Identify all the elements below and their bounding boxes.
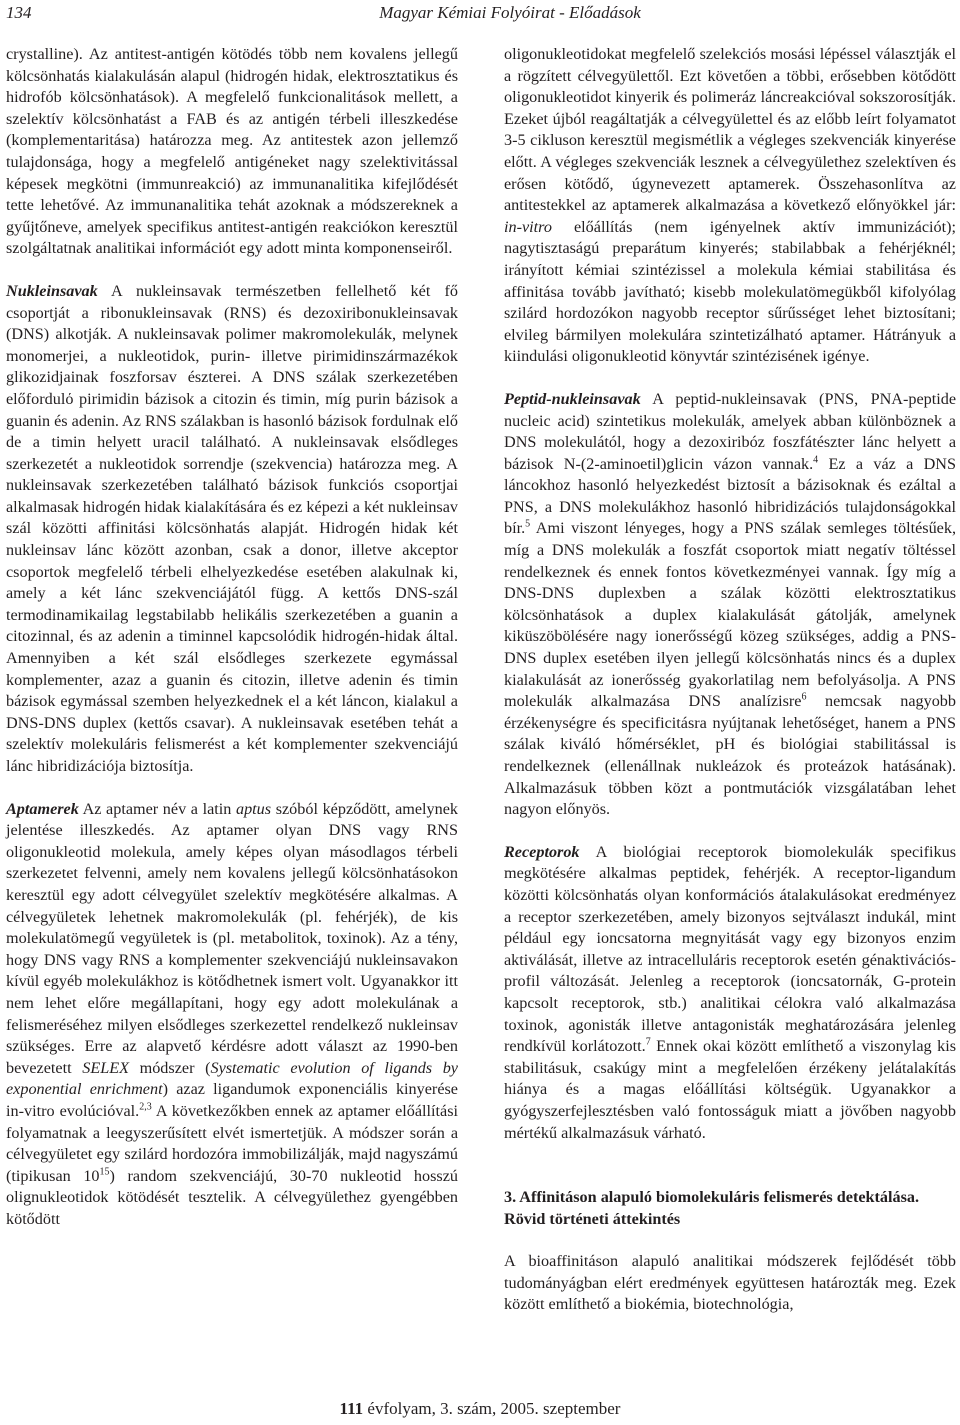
paragraph-bioaffinitas (504, 1251, 956, 1316)
term-aptamerek: Aptamerek (6, 799, 79, 818)
italic-selex: SELEX (82, 1058, 129, 1077)
paragraph-text: módszer ( (129, 1058, 211, 1077)
italic-in-vitro: in-vitro (504, 217, 552, 236)
paragraph-text: szóból képződött, amelynek jelentése illeszkedés. Az aptamer olyan DNS vagy RNS oligonukleotid molekula, amely képes olyan másodlagos térbeli szerkezetet felvenni, amely nem kovalens jellegű kölcsönhatásokon keresztül egy adott célvegyület szelektív megkötésére alkalmas. A célvegyületek lehetnek makromolekulák (pl. fehérjék), de kis molekulatömegű vegyületek is (pl. metabolitok, toxinok). Az a tény, hogy DNS vagy RNS a komplementer szekvenciájú nukleinsavakon kívül egyéb molekulákhoz is kötődhetnek ismert volt. Ugyanakkor itt nem lehet előre megállapítani, hogy egy adott molekulának a felismeréséhez milyen elsődleges szerkezettel rendelkező nukleinsav szükséges. Erre az alapvető kérdésre adott választ az 1990-ben bevezetett (6, 799, 458, 1077)
journal-title: Magyar Kémiai Folyóirat - Előadások (379, 3, 641, 22)
reference-superscript: 2,3 (139, 1101, 152, 1113)
section-heading: 3. Affinitáson alapuló biomolekuláris felismerés detektálása. Rövid történeti áttekintés (504, 1188, 920, 1228)
paragraph-text: Ez a váz a DNS láncokhoz hasonló helyezkedést biztosít a bázisoknak és ezáltal a PNS, a DNS molekulákhoz hasonló hibridizációs tulajdonságokkal bír. (504, 454, 956, 538)
term-receptorok: Receptorok (504, 842, 580, 861)
term-peptid-nukleinsavak: Peptid-nukleinsavak (504, 389, 641, 408)
paragraph-aptamer-continued (504, 44, 956, 368)
left-column (6, 44, 458, 1230)
paragraph-text: A nukleinsavak természetben fellelhető két fő csoportját a ribonukleinsavak (RNS) és dezoxiribonukleinsavak (DNS) alkotják. A nukleinsavak polimer makromolekulák, melynek monomerjei, a nukleotidok, purin- illetve pirimidinszármazékok glikozidjainak foszforsav észterei. A DNS szálak szerkezetében előfordulό pirimidin bázisok a citozin és timin, míg purin bázisok a guanin és adenin. Az RNS szálakban is hasonló bázisok fordulnak elő de a timin helyett uracil található. A nukleinsavak elsődleges szerkezetét a nukleotidok sorrendje (szekvencia) határozza meg. A nukleinsavak szerkezetében található bázisok funkciós csoportjai alkalmasak hidrogén hidak kialakítására és ez képezi a két nukleinsav szál közötti affinitási kölcsönhatás alapját. Hidrogén hidak két nukleinsav lánc között azonban, csak a donor, illetve akceptor csoportok megfelelő térbeli elhelyezkedése esetében alakulnak ki, amely a két lánc szekvenciájától függ. A kettős DNS-szál termodinamikailag legstabilabb helikális szerkezetében a guanin a citozinnal, és az adenin a timinnel kapcsolódik hidrogén-hidak által. Amennyiben a két szál elsődleges szerkezete egymással komplementer, azaz a guanin és citozin, illetve adenin és timin bázisok egymással szemben helyezkednek el a két láncon, kialakul a DNS-DNS duplex (kettős csavar). A nukleinsavak esetében tehát a szelektív molekuláris felismerést a két komplementer szekvenciájú lánc hibridizációja biztosítja. (6, 281, 458, 775)
page-header (0, 0, 960, 30)
right-column (504, 44, 956, 1316)
paragraph-text: A biológiai receptorok biomolekulák specifikus megkötésére alkalmas peptidek, fehérjék. A receptor-ligandum közötti kölcsönhatás olyan konformációs átalakulásokat eredményez a receptor szerkezetében, amely bizonyos sejtválaszt indukál, mint például egy ioncsatorna megnyitását vagy egy bizonyos enzim aktiválását, illetve az intracelluláris receptorok esetén génaktivációs-profil változását. Jelenleg a receptorok (ioncsatornák, G-protein kapcsolt receptorok, stb.) analitikai célokra való alkalmazása toxinok, agonisták illetve antagonisták meghatározására jelenleg rendkívül korlátozott. (504, 842, 956, 1056)
paragraph-text: A bioaffinitáson alapuló analitikai módszerek fejlődését több tudományágban elért eredmények együttesen határozták meg. Ezek között említhető a biokémia, biotechnológia, (504, 1252, 956, 1314)
issue-info: évfolyam, 3. szám, 2005. szeptember (363, 1399, 621, 1418)
paragraph-text: A peptid-nukleinsavak (PNS, PNA-peptide nucleic acid) szintetikus molekulák, amelyek abban különböznek a DNS molekulától, hogy a dezoxiribóz foszfátészter lánc helyett a bázisok N-(2-aminoetil)glicin vázon vannak. (504, 389, 956, 473)
page-footer (0, 1399, 960, 1419)
reference-superscript: 6 (801, 691, 807, 703)
paragraph-text: Ennek okai között említhető a viszonylag kis stabilitásuk, csakúgy mint a megfelelően érzékeny jelátalakítás hiánya és a magas előállítási költségük. Ugyanakkor a gyógyszerfejlesztésben való fontosságuk miatt a jövőben nagyobb mértékű alkalmazásuk várható. (504, 1037, 956, 1142)
paragraph-text: crystalline). Az antitest-antigén kötödés több nem kovalens jellegű kölcsönhatás kialakulásán alapul (hidrogén hidak, elektrosztatikus és hidrofób kölcsönhatások). A megfelelő funkcionalitások mellett, a szelektív kölcsönhatást a FAB és az antigén térbeli illeszkedése (komplementaritása) határozza meg. Az antitestek azon jellemző tulajdonsága, hogy a megfelelő antigéneket nagy szelektivitással képesek megkötni (immunreakció) az immunanalitika kifejlődését tette lehetővé. Az immunanalitika tehát azoknak a módszereknek a gyűjtőneve, amelyek specifikus antitest-antigén reakciókon keresztül szolgáltatnak analitikai információt egy adott minta komponenseiről. (6, 45, 458, 258)
paragraph-nukleinsavak (6, 281, 458, 778)
paragraph-immunanalitika (6, 44, 458, 260)
paragraph-text: nemcsak nagyobb érzékenységre és specificitásra nyújtanak lehetőséget, hanem a PNS szálak kiváló hőmérséklet, pH és biológiai stabilitással is rendelkeznek (ellenállnak nukleázok és proteázok hatásának). Alkalmazásuk többen közt a pontmutációk vizsgálatában lehet nagyon előnyös. (504, 692, 956, 819)
paragraph-text: Ami viszont lényeges, hogy a PNS szálak semleges töltésűek, míg a DNS molekulák a foszfát csoportok miatt negatív töltéssel rendelkeznek és ennek fontos következményei vannak. Így míg a DNS-DNS duplexben a szálak közötti elektrosztatikus kölcsönhatások a duplex kialakulását gátolják, amelynek kiküszöbölésére nagy ionerősségű közeg szükséges, addig a PNS-DNS duplex esetében ilyen jellegű kölcsönhatás nincs és a duplex kialakulását az ionerősség gyakorlatilag nem befolyásolja. A PNS molekulák alkalmazása DNS analízisre (504, 519, 956, 711)
paragraph-receptorok (504, 842, 956, 1144)
paragraph-text: ) random szekvenciájú, 30-70 nukleotid hosszú olignukleotidok kötödését tesztelik. A célvegyülethez gyengébben kötődött (6, 1166, 458, 1228)
italic-aptus: aptus (235, 799, 272, 818)
paragraph-peptid-nukleinsavak (504, 389, 956, 821)
paragraph-text: oligonukleotidokat megfelelő szelekciós mosási lépéssel választják el a rögzített célvegyülettől. Ezt követően a többi, erősebben kötődött oligonukleotidot kinyerik és polimeráz láncreakcióval sokszorosítják. Ezeket újból reagáltatják a célvegyülettel és az előbb leírt folyamatot 3-5 cikluson keresztül megismétlik a végleges szekvenciák kinyerése előtt. A végleges szekvenciák lesznek a célvegyülethez szelektíven és erősen kötődő, úgynevezett aptamerek. Összehasonlítva az antitestekkel az aptamerek alkalmazása a következő előnyökkel jár: (504, 45, 956, 215)
exponent-superscript: 15 (99, 1166, 110, 1178)
paragraph-text: Az aptamer név a latin (78, 799, 236, 818)
term-nukleinsavak: Nukleinsavak (6, 281, 98, 300)
volume-number: 111 (339, 1399, 364, 1418)
reference-superscript: 5 (525, 519, 531, 531)
italic-selex-expansion: Systematic evolution of ligands by exponential enrichment (6, 1058, 458, 1099)
paragraph-text: előállítás (nem igényelnek aktív immunizációt); nagytisztaságú preparátum kinyerés; stabilabbak a fehérjéknél; irányított kémiai szintézissel a molekula kémiai stabilitása és affinitása tovább javítható; kisebb molekulatömegükből kifolyólag szilárd hordozókon nagyobb receptor sűrűsséget lehet biztosítani; elvileg bármilyen molekulára szintetizálható aptamer. Hátrányuk a kiindulási oligonukleotid könyvtár szintézisének igénye. (504, 217, 956, 366)
reference-superscript: 7 (645, 1036, 651, 1048)
paragraph-text: A következőkben ennek az aptamer előállítási folyamatnak a leegyszerűsített elvét ismertetjük. A módszer során a célvegyületet egy szilárd hordozóra immobilizálják, majd nagyszámú (tipikusan 10 (6, 1101, 459, 1185)
page-number: 134 (6, 3, 32, 22)
paragraph-text: ) azaz ligandumok exponenciális kinyerése in-vitro evolúcióval. (6, 1080, 458, 1120)
paragraph-aptamerek (6, 799, 458, 1231)
reference-superscript: 4 (813, 454, 819, 466)
